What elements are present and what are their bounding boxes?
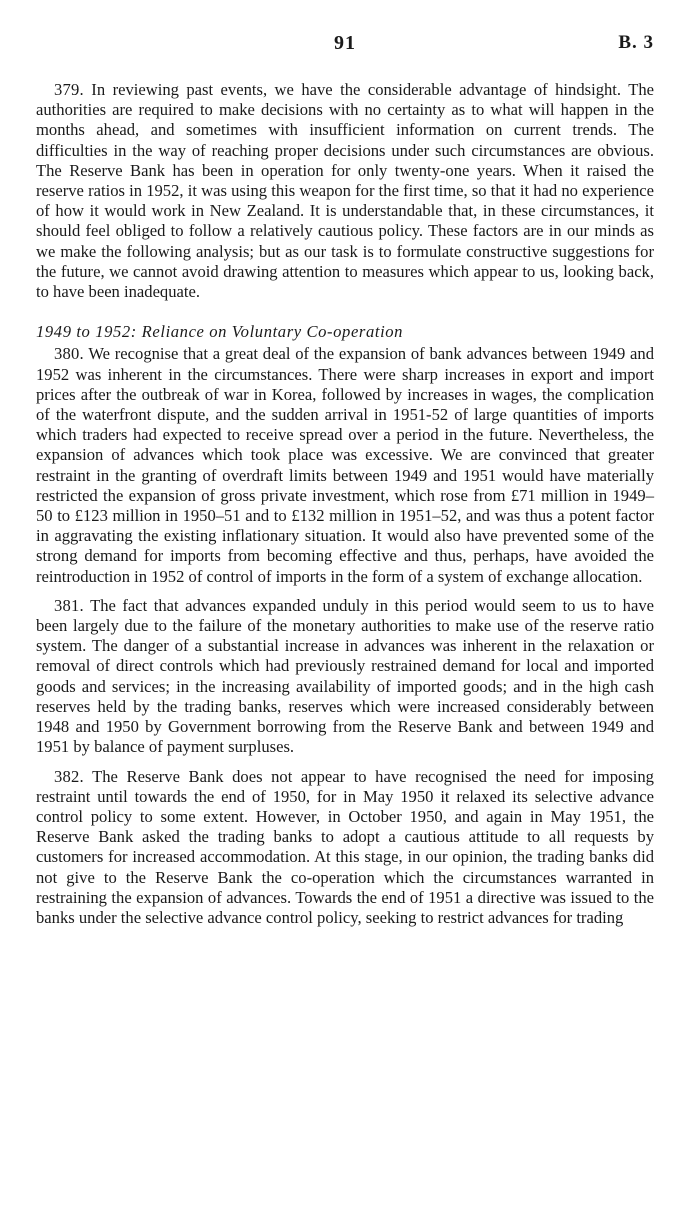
paragraph-381 (36, 596, 654, 758)
paragraph-379 (36, 80, 654, 302)
paragraph-380 (36, 344, 654, 586)
paragraph-text: We recognise that a great deal of the expansion of bank advances between 1949 and 1952 was inherent in the circumstances. There were sharp increases in export and import prices after the outbreak of war in Korea, followed by increases in wages, the complication of the waterfront dispute, and the sudden arrival in 1951-52 of large quantities of imports which traders had expected to receive spread over a period in the future. Nevertheless, the expansion of advances which took place was excessive. We are convinced that greater restraint in the granting of overdraft limits between 1949 and 1951 would have materially restricted the expansion of gross private investment, which rose from £71 million in 1949–50 to £123 million in 1950–51 and to £132 million in 1951–52, and was thus a potent factor in aggravating the existing inflationary situation. It would also have prevented some of the strong demand for imports from becoming effective and thus, perhaps, have avoided the reintroduction in 1952 of control of imports in the form of a system of exchange allocation. (36, 344, 654, 586)
page-number: 91 (334, 32, 356, 54)
paragraph-number: 381. (54, 595, 84, 615)
paragraph-382 (36, 767, 654, 929)
paragraph-number: 379. (54, 80, 84, 99)
paragraph-text: In reviewing past events, we have the considerable advantage of hindsight. The authorities are required to make decisions with no certainty as to what will happen in the months ahead, and sometimes with insufficient information on current trends. The difficulties in the way of reaching proper decisions under such circumstances are obvious. The Reserve Bank has been in operation for only twenty-one years. When it raised the reserve ratios in 1952, it was using this weapon for the first time, so that it had no experience of how it would work in New Zealand. It is understandable that, in these circumstances, it should feel obliged to follow a relatively cautious policy. These factors are in our minds as we make the following analysis; but as our task is to formulate constructive suggestions for the future, we cannot avoid drawing attention to measures which appear to us, looking back, to have been inadequate. (36, 80, 654, 302)
body-text (36, 80, 654, 928)
page-header (36, 30, 654, 66)
paragraph-number: 380. (54, 344, 84, 364)
paragraph-text: The fact that advances expanded unduly in this period would seem to us to have been largely due to the failure of the monetary authorities to make use of the reserve ratio system. The danger of a substantial increase in advances was inherent in the relaxation or removal of direct controls which had previously restrained demand for local and imported goods and services; in the increasing availability of imported goods; and in the high cash reserves held by the trading banks, reserves which were increased considerably between 1948 and 1950 by Government borrowing from the Reserve Bank and between 1949 and 1951 by balance of payment surpluses. (36, 595, 654, 757)
document-reference: B. 3 (618, 32, 654, 53)
section-heading: 1949 to 1952: Reliance on Voluntary Co-operation (36, 322, 404, 342)
paragraph-text: The Reserve Bank does not appear to have recognised the need for imposing restraint until towards the end of 1950, for in May 1950 it relaxed its selective advance control policy to some extent. However, in October 1950, and again in May 1951, the Reserve Bank asked the trading banks to adopt a cautious attitude to all requests by customers for increased accommodation. At this stage, in our opinion, the trading banks did not give to the Reserve Bank the co-operation which the circumstances warranted in restraining the expansion of advances. Towards the end of 1951 a directive was issued to the banks under the selective advance control policy, seeking to restrict advances for trading (36, 766, 654, 927)
paragraph-number: 382. (54, 766, 84, 786)
